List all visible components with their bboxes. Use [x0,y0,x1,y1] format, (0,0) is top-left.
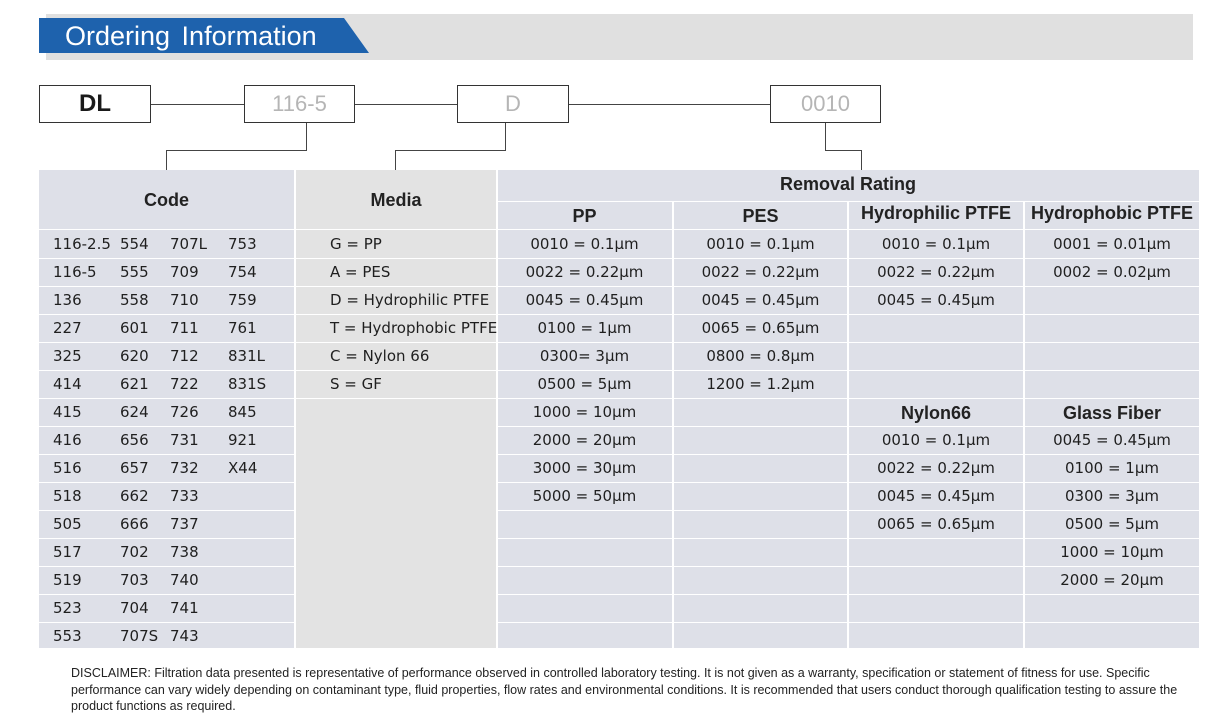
media-header: Media [370,190,422,210]
code-cell: 656 [120,431,149,449]
code-cell: 516 [53,459,82,477]
pes-rating-cell: 0022 = 0.22μm [701,263,820,281]
code-cell: 711 [170,319,199,337]
connector-line [569,104,770,105]
code-cell: 505 [53,515,82,533]
code-cell: 523 [53,599,82,617]
code-cell: 518 [53,487,82,505]
nylon66-cell: 0045 = 0.45μm [877,487,995,505]
code-cell: 761 [228,319,257,337]
removal-rating-header: Removal Rating [779,174,917,194]
code-cell: 845 [228,403,257,421]
pp-rating-cell: 0500 = 5μm [537,375,632,393]
pointer-line [166,150,307,151]
pp-rating-cell: 5000 = 50μm [532,487,637,505]
media-cell: C = Nylon 66 [330,347,430,365]
code-cell: 136 [53,291,82,309]
code-cell: 620 [120,347,149,365]
media-cell: D = Hydrophilic PTFE [330,291,490,309]
hydrophobic-ptfe-header: Hydrophobic PTFE [1031,203,1193,223]
code-cell: 704 [120,599,149,617]
code-cell: 743 [170,627,199,645]
code-cell: 831S [228,375,267,393]
pp-rating-cell: 0022 = 0.22μm [525,263,644,281]
hydrophilic-ptfe-cell: 0022 = 0.22μm [877,263,995,281]
code-cell: 712 [170,347,199,365]
connector-line [355,104,457,105]
code-cell: 621 [120,375,149,393]
code-cell: 731 [170,431,199,449]
code-cell: X44 [228,459,258,477]
code-cell: 116-5 [53,263,97,281]
row-divider [497,622,1199,623]
code-cell: 733 [170,487,199,505]
code-cell: 921 [228,431,257,449]
part-prefix-box: DL [39,85,151,123]
media-cell: A = PES [330,263,391,281]
glass-fiber-cell: 1000 = 10μm [1060,543,1164,561]
row-divider [296,398,496,399]
glass-fiber-cell: 0500 = 5μm [1065,515,1159,533]
code-cell: 662 [120,487,149,505]
code-cell: 415 [53,403,82,421]
code-cell: 624 [120,403,149,421]
pointer-line [395,150,506,151]
pointer-line [395,150,396,170]
pes-rating-cell: 0065 = 0.65μm [701,319,820,337]
code-cell: 558 [120,291,149,309]
pes-rating-cell: 0800 = 0.8μm [706,347,815,365]
hydrophilic-ptfe-cell: 0045 = 0.45μm [877,291,995,309]
code-cell: 737 [170,515,199,533]
code-cell: 553 [53,627,82,645]
code-cell: 702 [120,543,149,561]
nylon66-cell: 0022 = 0.22μm [877,459,995,477]
code-cell: 707L [170,235,207,253]
glass-fiber-cell: 0100 = 1μm [1065,459,1159,477]
pp-rating-cell: 0100 = 1μm [537,319,632,337]
pointer-line [825,150,862,151]
code-cell: 722 [170,375,199,393]
code-cell: 709 [170,263,199,281]
row-divider [497,594,1199,595]
disclaimer-text: DISCLAIMER: Filtration data presented is representative of performance observed in controlled laboratory testing. It is not given as a warranty, specification or statement of fitness for use. Specific performance can vary widely depending on contaminant type, fluid properties, flow rates and environmental conditions. It is recommended that users conduct thorough qualification testing to assure the product functions as required. [71,666,1178,713]
code-cell: 414 [53,375,82,393]
media-cell: S = GF [330,375,382,393]
header-divider [497,201,1199,202]
hydrophilic-ptfe-header: Hydrophilic PTFE [860,203,1011,223]
code-cell: 831L [228,347,265,365]
media-column-bg [296,170,497,648]
code-cell: 738 [170,543,199,561]
code-cell: 759 [228,291,257,309]
column-divider [294,170,296,648]
row-divider [296,370,496,371]
pes-header: PES [742,206,779,226]
glass-fiber-cell: 0045 = 0.45μm [1053,431,1171,449]
glass-fiber-cell: 2000 = 20μm [1060,571,1164,589]
code-cell: 754 [228,263,257,281]
pes-rating-cell: 0045 = 0.45μm [701,291,820,309]
pp-rating-cell: 2000 = 20μm [532,431,637,449]
hydrophobic-ptfe-cell: 0001 = 0.01μm [1053,235,1171,253]
code-header: Code [144,190,189,210]
code-cell: 601 [120,319,149,337]
code-cell: 703 [120,571,149,589]
nylon66-cell: 0010 = 0.1μm [881,431,991,449]
pointer-line [166,150,167,170]
code-cell: 416 [53,431,82,449]
nylon66-header: Nylon66 [900,403,972,423]
code-cell: 517 [53,543,82,561]
code-cell: 707S [120,627,159,645]
code-cell: 227 [53,319,82,337]
nylon66-cell: 0065 = 0.65μm [877,515,995,533]
pp-rating-cell: 3000 = 30μm [532,459,637,477]
code-cell: 740 [170,571,199,589]
code-cell: 732 [170,459,199,477]
pp-rating-cell: 0300= 3μm [539,347,630,365]
row-divider [296,258,496,259]
code-cell: 741 [170,599,199,617]
pointer-line [505,123,506,151]
media-cell: T = Hydrophobic PTFE [330,319,498,337]
connector-line [151,104,244,105]
code-cell: 666 [120,515,149,533]
glass-fiber-cell: 0300 = 3μm [1065,487,1159,505]
pes-rating-cell: 0010 = 0.1μm [706,235,815,253]
pp-rating-cell: 1000 = 10μm [532,403,637,421]
pointer-line [306,123,307,151]
code-cell: 710 [170,291,199,309]
media-example-box: D [457,85,569,123]
code-cell: 753 [228,235,257,253]
hydrophilic-ptfe-cell: 0010 = 0.1μm [881,235,991,253]
pp-rating-cell: 0045 = 0.45μm [525,291,644,309]
glass-fiber-header: Glass Fiber [1062,403,1162,423]
page-title: Ordering Information [65,21,317,51]
pointer-line [825,123,826,151]
code-example-box: 116-5 [244,85,355,123]
code-cell: 657 [120,459,149,477]
pointer-line [861,150,862,170]
code-cell: 555 [120,263,149,281]
pes-rating-cell: 1200 = 1.2μm [706,375,815,393]
pp-rating-cell: 0010 = 0.1μm [530,235,639,253]
pp-header: PP [572,206,597,226]
code-cell: 116-2.5 [53,235,111,253]
hydrophobic-ptfe-cell: 0002 = 0.02μm [1053,263,1171,281]
code-cell: 325 [53,347,82,365]
code-cell: 554 [120,235,149,253]
code-cell: 519 [53,571,82,589]
rating-example-box: 0010 [770,85,881,123]
media-cell: G = PP [330,235,382,253]
code-cell: 726 [170,403,199,421]
